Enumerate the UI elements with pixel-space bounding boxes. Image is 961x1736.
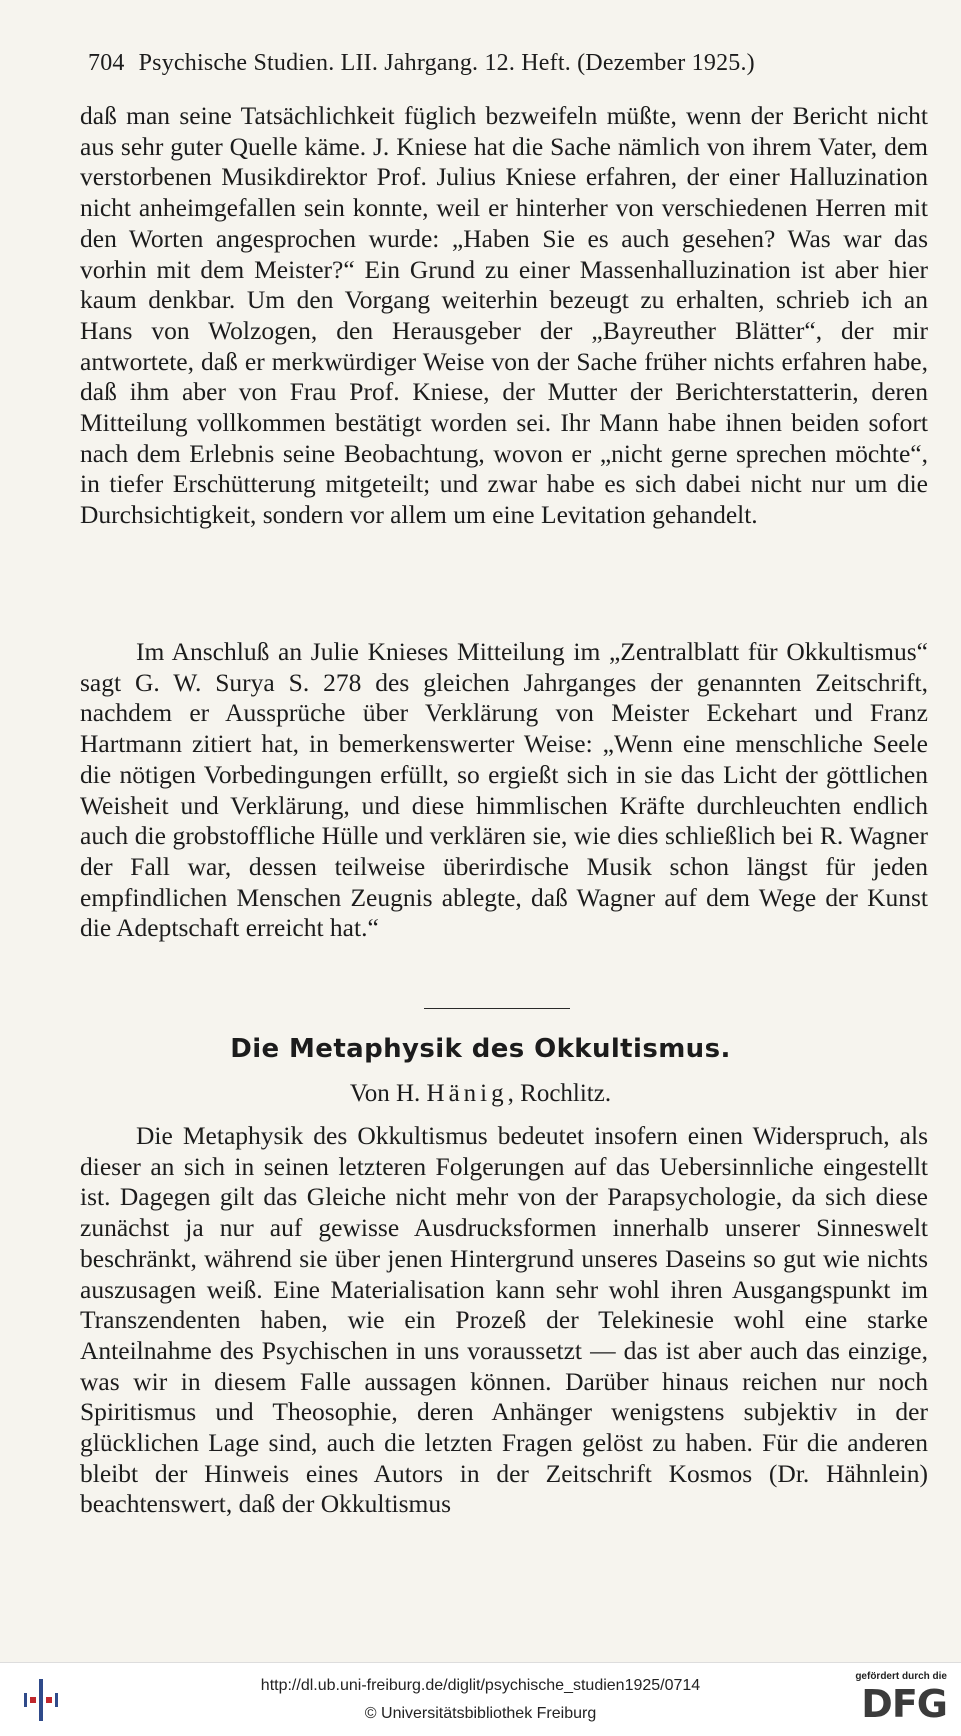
article-body-paragraph: [80, 1121, 928, 1520]
dfg-logo-text: DFG: [861, 1682, 947, 1726]
page-number: 704: [88, 50, 125, 76]
permalink-url[interactable]: http://dl.ub.uni-freiburg.de/diglit/psychische_studien1925/0714: [260, 1677, 701, 1694]
continued-paragraph: [80, 101, 928, 531]
dfg-funding-logo: [847, 1671, 947, 1731]
viewer-footer: [0, 1662, 961, 1736]
section-divider: [424, 1008, 570, 1009]
author-name: Hänig: [426, 1080, 508, 1107]
paragraph-text: Im Anschluß an Julie Knieses Mitteilung im „Zentralblatt für Okkultismus“ sagt G. W. Surya S. 278 des gleichen Jahrganges der genannten Zeitschrift, nachdem er Aussprüche über Verklärung von Meister Eckehart und Franz Hartmann zitiert hat, in bemerkenswerter Weise: „Wenn eine menschliche Seele die nötigen Vorbedingungen erfüllt, so ergießt sich in sie das Licht der göttlichen Weisheit und Verklärung, und diese himmlischen Kräfte durchleuchten endlich auch die grobstoffliche Hülle und verklären sie, wie dies schließlich bei R. Wagner der Fall war, dessen teilweise überirdische Musik schon längst für jeden empfindlichen Menschen Zeugnis ablegte, daß Wagner auf dem Wege der Kunst die Adeptschaft erreicht hat.“: [80, 637, 928, 943]
surya-quote-paragraph: [80, 637, 928, 944]
paragraph-text: Die Metaphysik des Okkultismus bedeutet insofern einen Widerspruch, als dieser an sich in seinen letzteren Folgerungen auf das Uebersinnliche eingestellt ist. Dagegen gilt das Gleiche nicht mehr von der Parapsychologie, da sich diese zunächst ja nur auf gewisse Ausdrucksformen innerhalb unserer Sinneswelt beschränkt, während sie über jenen Hintergrund unseres Daseins so gut wie nichts auszusagen weiß. Eine Materialisation kann sehr wohl ihren Ausgangspunkt im Transzendenten haben, wie ein Prozeß der Telekinesie wohl eine starke Anteilnahme des Psychischen in uns voraussetzt — das ist aber auch das einzige, was wir in diesem Falle aussagen können. Darüber hinaus reichen nur noch Spiritismus und Theosophie, deren Anhänger wenigstens subjektiv in der glücklichen Lage sind, auch die letzten Fragen gelöst zu haben. Für die anderen bleibt der Hinweis eines Autors in der Zeitschrift Kosmos (Dr. Hähnlein) beachtenswert, daß der Okkultismus: [80, 1121, 928, 1519]
copyright-notice: © Universitätsbibliothek Freiburg: [364, 1705, 597, 1722]
article-title: Die Metaphysik des Okkultismus.: [230, 1034, 731, 1064]
byline-location: , Rochlitz.: [507, 1080, 612, 1107]
dfg-caption: gefördert durch die: [855, 1671, 947, 1682]
article-byline: [0, 1080, 961, 1108]
byline-prefix: Von H.: [349, 1080, 421, 1107]
journal-header: Psychische Studien. LII. Jahrgang. 12. Heft. (Dezember 1925.): [138, 50, 755, 76]
running-head: [88, 50, 878, 77]
paragraph-text: daß man seine Tatsächlichkeit füglich bezweifeln müßte, wenn der Bericht nicht aus sehr guter Quelle käme. J. Kniese hat die Sache nämlich von ihrem Vater, dem verstorbenen Musikdirektor Prof. Julius Kniese erfahren, der einer Halluzination nicht anheimgefallen sein konnte, weil er hinterher von verschiedenen Herren mit den Worten angesprochen wurde: „Haben Sie es auch gesehen? Was war das vorhin mit dem Meister?“ Ein Grund zu einer Massenhalluzination ist aber hier kaum denkbar. Um den Vorgang weiterhin bezeugt zu erhalten, schrieb ich an Hans von Wolzogen, den Herausgeber der „Bayreuther Blätter“, der mir antwortete, daß er merkwürdiger Weise von der Sache früher nichts erfahren habe, daß ihm aber von Frau Prof. Kniese, der Mutter der Berichterstatterin, deren Mitteilung vollkommen bestätigt worden sei. Ihr Mann habe ihnen beiden sofort nach dem Erlebnis seine Beobachtung, wovon er „nicht gerne sprechen möchte“, in tiefer Erschütterung mitgeteilt; und zwar habe es sich dabei nicht nur um die Durchsichtigkeit, sondern vor allem um eine Levitation gehandelt.: [80, 101, 928, 530]
